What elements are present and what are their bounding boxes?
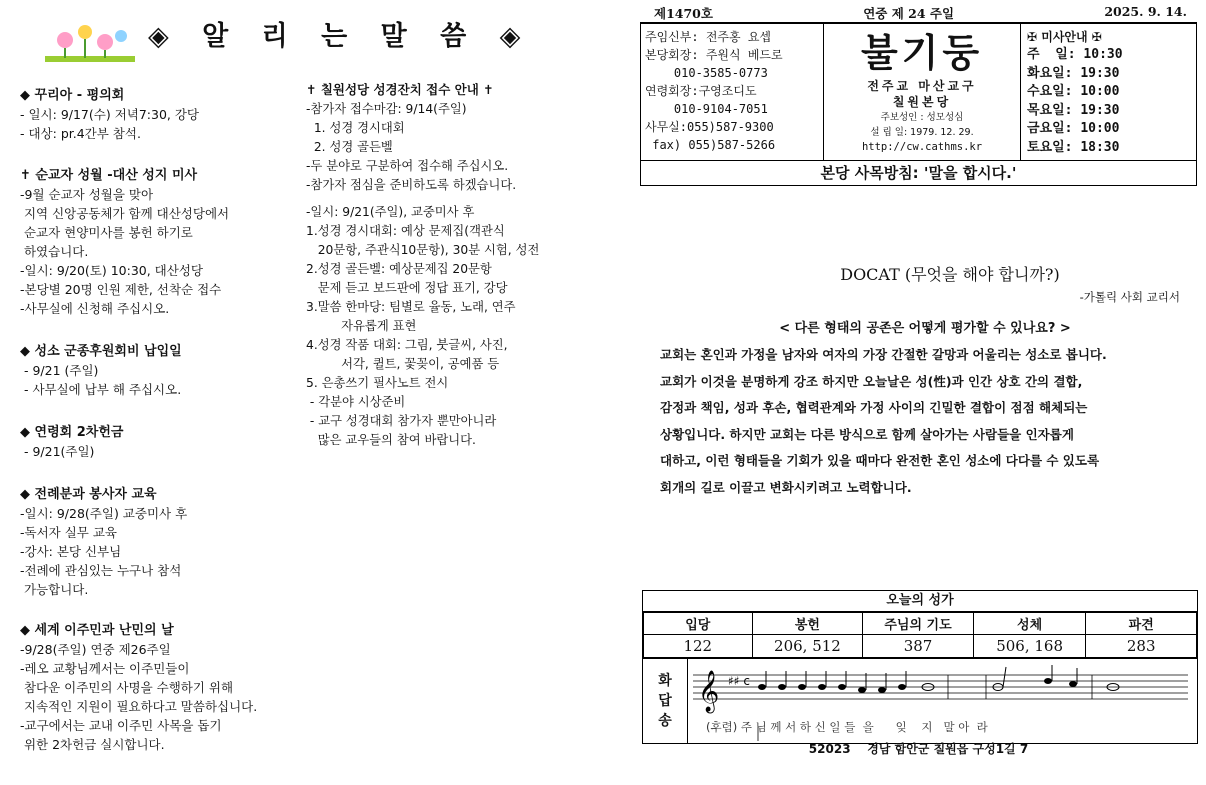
docat-subtitle: -가톨릭 사회 교리서 [1079, 290, 1180, 304]
mass-time: 목요일: 19:30 [1027, 102, 1120, 118]
notice-line: -일시: 9/21(주일), 교중미사 후 [306, 205, 475, 219]
svg-text:♯♯ c: ♯♯ c [728, 674, 751, 688]
hymn-number: 122 [644, 635, 753, 658]
notice-line: - 사무실에 납부 해 주십시오. [20, 382, 182, 397]
hymn-header: 파견 [1086, 613, 1197, 635]
hymn-box [642, 590, 1198, 744]
masthead-logo: 불기둥 [860, 31, 984, 75]
docat-line: 감정과 책임, 성과 후손, 협력관계와 가정 사이의 긴밀한 결합이 점점 해체되는 [660, 400, 1088, 415]
mass-time: 금요일: 10:00 [1027, 121, 1120, 136]
bulletin-header [640, 4, 1197, 186]
notice-line: -일시: 9/20(토) 10:30, 대산성당 [20, 263, 203, 278]
notice-migrants-day [20, 619, 300, 754]
notice-line: 2. 성경 골든벨 [306, 140, 393, 154]
notice-line: 4.성경 작품 대회: 그림, 붓글씨, 사진, [306, 338, 508, 352]
notice-heading: ◆ 꾸리아 - 평의회 [20, 88, 125, 103]
founding-date: 설 립 일: 1979. 12. 29. [870, 127, 974, 138]
svg-text:𝄞: 𝄞 [698, 671, 720, 712]
notice-line: 순교자 현양미사를 봉헌 하기로 [20, 225, 193, 240]
notice-liturgy-training [20, 483, 300, 599]
mass-time: 토요일: 18:30 [1027, 139, 1120, 155]
hymn-header: 성체 [973, 613, 1086, 635]
docat-line: 교회는 혼인과 가정을 남자와 여자의 가장 간절한 갈망과 어울리는 성소로 봅니다. [660, 347, 1107, 362]
notice-line: 2.성경 골든벨: 예상문제집 20문항 [306, 262, 492, 276]
hymn-number: 506, 168 [973, 635, 1086, 658]
mass-time: 화요일: 19:30 [1027, 65, 1120, 81]
notice-line: - 9/21 (주일) [20, 363, 99, 378]
notice-line: - 각분야 시상준비 [306, 395, 406, 409]
hymn-number: 283 [1086, 635, 1197, 658]
notice-line: -참가자 점심을 준비하도록 하겠습니다. [306, 178, 517, 192]
mass-time: 주 일: 10:30 [1027, 47, 1123, 62]
notice-second-collection [20, 421, 300, 461]
parish-address: 52023 경남 함안군 칠원읍 구성1길 7 [808, 742, 1029, 756]
diocese-name: 전주교 마산교구 [867, 79, 977, 93]
notice-line: 지속적인 지원이 필요하다고 말씀하십니다. [20, 699, 258, 714]
hymn-header: 입당 [644, 613, 753, 635]
notice-line: 자유롭게 표현 [306, 319, 417, 333]
contact-line: 주임신부: 전주홍 요셉 [645, 30, 772, 44]
announcements-title: ◈ 알 리 는 말 씀 ◈ [148, 21, 533, 52]
hymn-number: 387 [863, 635, 974, 658]
psalm-label-text: 화 답 송 [658, 673, 672, 729]
bible-festival-notice [306, 80, 591, 450]
notice-line: 문제 듣고 보드판에 정답 표기, 강당 [306, 281, 508, 295]
notice-line: -독서자 실무 교육 [20, 525, 117, 540]
hymn-header: 봉헌 [752, 613, 863, 635]
mass-schedule [1021, 24, 1196, 160]
left-column [20, 84, 300, 754]
psalm-staff [688, 659, 1197, 743]
docat-question: < 다른 형태의 공존은 어떻게 평가할 수 있나요? > [779, 321, 1071, 336]
notice-line: 가능합니다. [20, 582, 89, 597]
notice-line: 3.말씀 한마당: 팀별로 율동, 노래, 연주 [306, 300, 516, 314]
issue-number: 제1470호 [654, 6, 713, 21]
docat-line: 상황입니다. 하지만 교회는 다른 방식으로 함께 살아가는 사람들을 인자롭게 [660, 426, 1074, 442]
contact-info [641, 24, 824, 160]
notice-line: -전례에 관심있는 누구나 참석 [20, 563, 182, 578]
contact-line: 연령회장:구영조디도 [645, 84, 757, 98]
notice-line: 1.성경 경시대회: 예상 문제집(객관식 [306, 224, 505, 238]
contact-line: 사무실:055)587-9300 [645, 120, 774, 134]
docat-line: 회개의 길로 이끌고 변화시키려고 노력합니다. [660, 479, 912, 495]
notice-line: -강사: 본당 신부님 [20, 544, 122, 559]
notice-heading: ◆ 연령회 2차헌금 [20, 425, 124, 440]
parish-name: 칠원본당 [892, 95, 952, 109]
notice-line: 서각, 퀼트, 꽃꽂이, 공예품 등 [306, 357, 500, 371]
docat-line: 교회가 이것을 분명하게 강조 하지만 오늘날은 성(性)과 인간 상호 간의 결합, [660, 373, 1083, 389]
contact-line: 010-9104-7051 [645, 102, 768, 116]
notice-line: -참가자 접수마감: 9/14(주일) [306, 102, 467, 116]
notice-line: 1. 성경 경시대회 [306, 121, 405, 135]
notice-heading: ◆ 전례분과 봉사자 교육 [20, 487, 157, 502]
contact-line: fax) 055)587-5266 [645, 138, 776, 152]
psalm-lyrics: (후렴) 주 님 께 서 하 신 일 들 을 잊 지 말 아 라 [706, 720, 988, 734]
notice-curia [20, 84, 300, 143]
contact-line: 010-3585-0773 [645, 66, 768, 80]
notice-heading: ✝ 순교자 성월 -대산 성지 미사 [20, 168, 198, 183]
hymn-header: 주님의 기도 [863, 613, 974, 635]
notice-line: 참다운 이주민의 사명을 수행하기 위해 [20, 680, 234, 695]
notice-heading: ✝ 칠원성당 성경잔치 접수 안내 ✝ [306, 82, 494, 97]
notice-line: - 9/21(주일) [20, 444, 95, 459]
docat-title: DOCAT (무엇을 해야 합니까?) [840, 265, 1060, 284]
notice-line: 20문항, 주관식10문항), 30분 시험, 성전 [306, 243, 540, 257]
notice-line: -9월 순교자 성월을 맞아 [20, 187, 154, 202]
notice-line: -일시: 9/28(주일) 교중미사 후 [20, 506, 188, 521]
notice-line: 하였습니다. [20, 244, 89, 259]
notice-line: -본당별 20명 인원 제한, 선착순 접수 [20, 282, 222, 297]
flower-illustration [45, 18, 135, 66]
bulletin-date: 2025. 9. 14. [1104, 4, 1187, 19]
docat-line: 대하고, 이런 형태들을 기회가 있을 때마다 완전한 혼인 성소에 다다를 수 있도록 [660, 453, 1100, 468]
patron-saint: 주보성인 : 성모성심 [880, 112, 964, 123]
notice-line: 많은 교우들의 참여 바랍니다. [306, 433, 476, 447]
masthead [824, 24, 1021, 160]
notice-heading: ◆ 세계 이주민과 난민의 날 [20, 623, 174, 638]
hymn-title: 오늘의 성가 [643, 591, 1197, 612]
docat-body [660, 342, 1200, 501]
notice-line: - 일시: 9/17(수) 저녁7:30, 강당 [20, 107, 200, 122]
notice-martyrs-mass [20, 164, 300, 318]
notice-line: -사무실에 신청해 주십시오. [20, 301, 170, 316]
notice-vocation-fee [20, 340, 300, 399]
notice-line: 지역 신앙공동체가 함께 대산성당에서 [20, 206, 230, 221]
notice-line: - 교구 성경대회 참가자 뿐만아니라 [306, 414, 497, 428]
notice-heading: ◆ 성소 군종후원회비 납입일 [20, 344, 182, 359]
liturgical-week: 연중 제 24 주일 [863, 6, 955, 21]
docat-section [660, 262, 1200, 501]
notice-line [306, 195, 591, 203]
notice-line: -두 분야로 구분하여 접수해 주십시오. [306, 159, 509, 173]
pastoral-motto: 본당 사목방침: '말을 합시다.' [640, 160, 1197, 186]
notice-line: -레오 교황님께서는 이주민들이 [20, 661, 190, 676]
mass-time: 수요일: 10:00 [1027, 84, 1120, 99]
contact-line: 본당회장: 주원식 베드로 [645, 48, 783, 62]
notice-line: -9/28(주일) 연중 제26주일 [20, 642, 171, 657]
notice-body [306, 100, 591, 450]
hymn-number: 206, 512 [752, 635, 863, 658]
notice-line: 5. 은총쓰기 필사노트 전시 [306, 376, 449, 390]
psalm-label [643, 659, 688, 743]
mass-schedule-title: ✠ 미사안내 ✠ [1027, 30, 1102, 44]
notice-line: - 대상: pr.4간부 참석. [20, 126, 141, 141]
notice-line: -교구에서는 교내 이주민 사목을 돕기 [20, 718, 222, 733]
parish-website[interactable]: http://cw.cathms.kr [861, 141, 983, 153]
notice-line: 위한 2차헌금 실시합니다. [20, 737, 165, 752]
